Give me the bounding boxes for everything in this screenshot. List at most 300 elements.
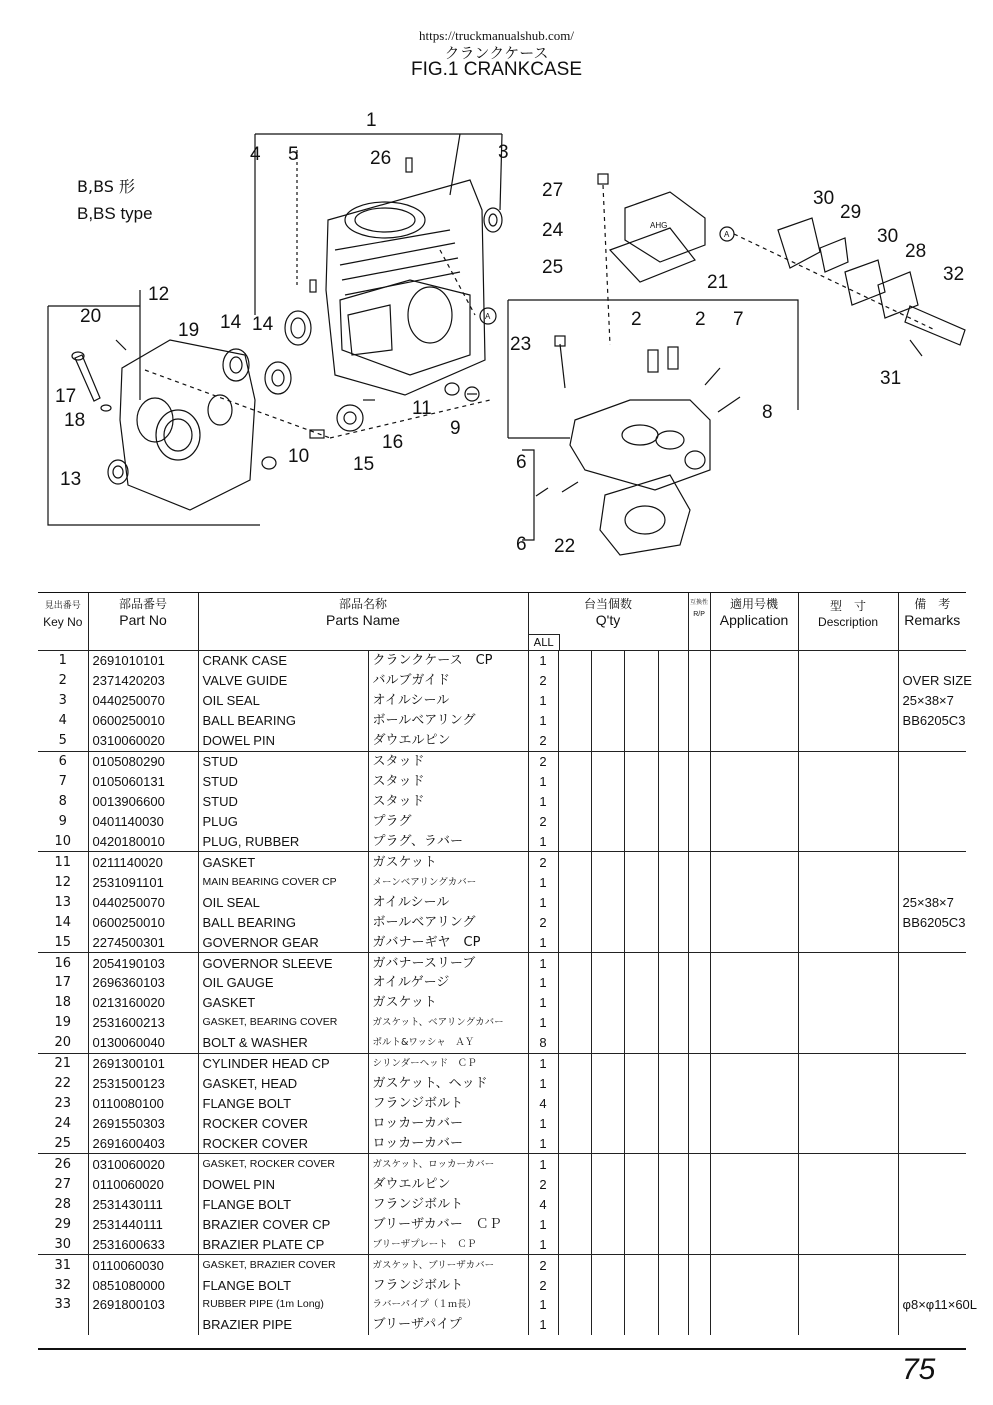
qty-cell xyxy=(591,671,624,691)
part-name-en-cell: PLUG, RUBBER xyxy=(198,831,368,851)
key-no-cell: 16 xyxy=(54,955,72,971)
part-no-cell: 2691550303 xyxy=(88,1114,198,1134)
part-name-en-cell: GASKET, BRAZIER COVER xyxy=(198,1255,368,1275)
callout-2b: 2 xyxy=(695,309,706,330)
description-cell xyxy=(798,1134,898,1154)
figure-title: FIG.1 CRANKCASE xyxy=(410,59,583,80)
callout-7: 7 xyxy=(733,309,744,330)
callout-10: 10 xyxy=(288,446,310,467)
part-name-en-cell: GASKET, ROCKER COVER xyxy=(198,1154,368,1174)
part-name-en-cell: FLANGE BOLT xyxy=(198,1094,368,1114)
page-number: 75 xyxy=(902,1353,936,1386)
description-cell xyxy=(798,1053,898,1073)
callout-19: 19 xyxy=(178,320,200,341)
table-row xyxy=(38,912,966,932)
rp-cell xyxy=(688,892,710,912)
part-no-cell: 0600250010 xyxy=(88,711,198,731)
description-cell xyxy=(798,1275,898,1295)
description-cell xyxy=(798,892,898,912)
qty-cell xyxy=(624,1053,658,1073)
table-row xyxy=(38,872,966,892)
part-name-jp-cell: ロッカーカバー xyxy=(368,1114,528,1134)
qty-cell xyxy=(624,792,658,812)
callout-30: 30 xyxy=(813,188,835,209)
qty-cell xyxy=(591,751,624,771)
header-remarks: 備 考 Remarks xyxy=(898,593,966,651)
qty-cell xyxy=(558,772,591,792)
part-name-jp-cell: バルブガイド xyxy=(368,671,528,691)
part-name-en-cell: VALVE GUIDE xyxy=(198,671,368,691)
part-name-jp-cell: ダウエルピン xyxy=(368,1174,528,1194)
part-no-cell: 2274500301 xyxy=(88,932,198,952)
qty-cell xyxy=(658,872,688,892)
qty-cell xyxy=(658,1053,688,1073)
qty-cell xyxy=(658,671,688,691)
description-cell xyxy=(798,1315,898,1335)
callout-6b: 6 xyxy=(516,534,527,555)
part-no-cell: 0110080100 xyxy=(88,1094,198,1114)
application-cell xyxy=(710,751,798,771)
rp-cell xyxy=(688,792,710,812)
application-cell xyxy=(710,1033,798,1053)
key-no-cell: 33 xyxy=(54,1297,72,1313)
qty-cell xyxy=(591,1114,624,1134)
rp-cell xyxy=(688,1275,710,1295)
exploded-parts-diagram xyxy=(30,100,980,570)
part-name-jp-cell: スタッド xyxy=(368,751,528,771)
part-name-jp-cell: スタッド xyxy=(368,772,528,792)
remarks-cell xyxy=(898,792,966,812)
part-name-en-cell: DOWEL PIN xyxy=(198,731,368,751)
rp-cell xyxy=(688,973,710,993)
remarks-cell xyxy=(898,1194,966,1214)
rp-cell xyxy=(688,1033,710,1053)
qty-cell xyxy=(658,651,688,671)
key-no-cell: 13 xyxy=(54,894,72,910)
engine-type-japanese: B,BS 形 xyxy=(77,177,136,196)
callout-24: 24 xyxy=(542,220,564,241)
rp-cell xyxy=(688,1315,710,1335)
description-cell xyxy=(798,1074,898,1094)
qty-all-cell: 2 xyxy=(528,1275,558,1295)
callout-25: 25 xyxy=(542,257,564,278)
header-quantity: 台当個数 Q'ty ALL xyxy=(528,593,688,651)
qty-cell xyxy=(558,1214,591,1234)
application-cell xyxy=(710,1315,798,1335)
qty-cell xyxy=(591,953,624,973)
part-name-jp-cell: ガバナーギヤ CP xyxy=(368,932,528,952)
rp-cell xyxy=(688,953,710,973)
qty-cell xyxy=(591,1134,624,1154)
callout-9: 9 xyxy=(450,418,461,439)
qty-cell xyxy=(658,831,688,851)
qty-cell xyxy=(591,1013,624,1033)
part-name-en-cell: BALL BEARING xyxy=(198,711,368,731)
qty-cell xyxy=(658,1134,688,1154)
qty-cell xyxy=(658,1275,688,1295)
description-cell xyxy=(798,831,898,851)
rp-cell xyxy=(688,711,710,731)
qty-cell xyxy=(658,1074,688,1094)
qty-cell xyxy=(558,671,591,691)
qty-all-cell: 1 xyxy=(528,1234,558,1254)
description-cell xyxy=(798,1214,898,1234)
qty-cell xyxy=(624,1033,658,1053)
part-name-jp-cell: ボールベアリング xyxy=(368,711,528,731)
application-cell xyxy=(710,691,798,711)
part-name-jp-cell: ブリーザパイプ xyxy=(368,1315,528,1335)
qty-cell xyxy=(591,1315,624,1335)
part-no-cell: 0130060040 xyxy=(88,1033,198,1053)
qty-cell xyxy=(624,1114,658,1134)
part-no-cell: 2371420203 xyxy=(88,671,198,691)
table-row xyxy=(38,892,966,912)
rp-cell xyxy=(688,1234,710,1254)
part-no-cell: 0310060020 xyxy=(88,731,198,751)
description-cell xyxy=(798,1114,898,1134)
qty-cell xyxy=(624,831,658,851)
remarks-cell xyxy=(898,1114,966,1134)
rp-cell xyxy=(688,852,710,872)
part-name-en-cell: RUBBER PIPE (1m Long) xyxy=(198,1295,368,1315)
qty-cell xyxy=(591,772,624,792)
engine-type: B,BS type xyxy=(77,204,153,223)
qty-cell xyxy=(624,1255,658,1275)
qty-cell xyxy=(624,1154,658,1174)
qty-cell xyxy=(591,993,624,1013)
callout-20: 20 xyxy=(80,306,102,327)
key-no-cell: 20 xyxy=(38,1033,88,1053)
table-row xyxy=(38,1114,966,1134)
qty-cell xyxy=(658,1315,688,1335)
part-name-en-cell: ROCKER COVER xyxy=(198,1114,368,1134)
qty-cell xyxy=(591,1053,624,1073)
callout-2: 2 xyxy=(631,309,642,330)
part-name-jp-cell: ガスケット xyxy=(368,852,528,872)
qty-cell xyxy=(658,1194,688,1214)
application-cell xyxy=(710,912,798,932)
key-no-cell: 7 xyxy=(58,774,67,790)
key-no-cell: 2 xyxy=(58,673,67,689)
qty-cell xyxy=(558,751,591,771)
table-row xyxy=(38,751,966,771)
part-no-cell: 0213160020 xyxy=(88,993,198,1013)
remarks-cell xyxy=(898,1134,966,1154)
part-no-cell xyxy=(88,1315,198,1335)
qty-cell xyxy=(558,1094,591,1114)
key-no-cell: 5 xyxy=(38,731,88,751)
qty-cell xyxy=(591,1214,624,1234)
description-cell xyxy=(798,973,898,993)
qty-all-cell: 1 xyxy=(528,953,558,973)
qty-cell xyxy=(591,831,624,851)
remarks-cell xyxy=(898,1013,966,1033)
callout-15: 15 xyxy=(353,454,375,475)
qty-cell xyxy=(624,993,658,1013)
part-name-jp-cell: ガスケット、ロッカーカバー xyxy=(368,1154,528,1174)
table-row xyxy=(38,1295,966,1315)
part-name-en-cell: OIL SEAL xyxy=(198,892,368,912)
remarks-cell xyxy=(898,1074,966,1094)
qty-cell xyxy=(558,691,591,711)
key-no-cell: 15 xyxy=(38,932,88,952)
part-name-en-cell: GASKET, BEARING COVER xyxy=(198,1013,368,1033)
key-no-cell: 8 xyxy=(58,794,67,810)
key-no-cell: 17 xyxy=(54,975,72,991)
part-no-cell: 2691600403 xyxy=(88,1134,198,1154)
application-cell xyxy=(710,1255,798,1275)
part-name-jp-cell: ガスケット、ヘッド xyxy=(368,1074,528,1094)
part-no-cell: 0105080290 xyxy=(88,751,198,771)
rp-cell xyxy=(688,731,710,751)
qty-all-cell: 1 xyxy=(528,993,558,1013)
callout-6: 6 xyxy=(516,452,527,473)
rp-cell xyxy=(688,1134,710,1154)
table-row xyxy=(38,1134,966,1154)
remarks-cell: BB6205C3 xyxy=(898,912,966,932)
description-cell xyxy=(798,671,898,691)
qty-cell xyxy=(591,932,624,952)
key-no-cell xyxy=(38,1315,88,1335)
remarks-cell: 25×38×7 xyxy=(898,892,966,912)
application-cell xyxy=(710,651,798,671)
key-no-cell: 18 xyxy=(54,995,72,1011)
description-cell xyxy=(798,912,898,932)
part-name-en-cell: GOVERNOR SLEEVE xyxy=(198,953,368,973)
table-row xyxy=(38,1255,966,1275)
application-cell xyxy=(710,711,798,731)
part-name-jp-cell: ガスケット xyxy=(368,993,528,1013)
application-cell xyxy=(710,1114,798,1134)
diagram-callouts xyxy=(55,110,964,557)
qty-cell xyxy=(624,1234,658,1254)
application-cell xyxy=(710,1074,798,1094)
qty-cell xyxy=(591,973,624,993)
qty-all-cell: 1 xyxy=(528,1214,558,1234)
remarks-cell xyxy=(898,973,966,993)
qty-cell xyxy=(591,1255,624,1275)
qty-cell xyxy=(658,812,688,832)
description-cell xyxy=(798,711,898,731)
key-no-cell: 23 xyxy=(54,1096,72,1112)
circle-ref-a: A xyxy=(485,312,491,321)
part-name-en-cell: PLUG xyxy=(198,812,368,832)
part-name-en-cell: CRANK CASE xyxy=(198,651,368,671)
qty-cell xyxy=(558,1114,591,1134)
part-name-en-cell: OIL SEAL xyxy=(198,691,368,711)
part-name-en-cell: BALL BEARING xyxy=(198,912,368,932)
part-no-cell: 2531440111 xyxy=(88,1214,198,1234)
qty-cell xyxy=(558,852,591,872)
qty-cell xyxy=(658,1013,688,1033)
qty-all-cell: 2 xyxy=(528,852,558,872)
table-row xyxy=(38,1315,966,1335)
qty-all-cell: 1 xyxy=(528,1013,558,1033)
qty-cell xyxy=(624,1013,658,1033)
remarks-cell: φ8×φ11×60L xyxy=(898,1295,966,1315)
remarks-cell xyxy=(898,1033,966,1053)
qty-cell xyxy=(658,731,688,751)
remarks-cell xyxy=(898,1214,966,1234)
qty-all-cell: 1 xyxy=(528,1295,558,1315)
qty-cell xyxy=(558,1013,591,1033)
qty-cell xyxy=(558,1033,591,1053)
callout-13: 13 xyxy=(60,469,82,490)
part-name-jp-cell: プラグ、ラバー xyxy=(368,831,528,851)
rp-cell xyxy=(688,1074,710,1094)
remarks-cell xyxy=(898,1315,966,1335)
table-row xyxy=(38,1074,966,1094)
qty-cell xyxy=(591,1275,624,1295)
parts-list-table xyxy=(38,592,978,1335)
part-name-jp-cell: フランジボルト xyxy=(368,1094,528,1114)
qty-all-cell: 1 xyxy=(528,1315,558,1335)
qty-cell xyxy=(558,792,591,812)
qty-cell xyxy=(624,1134,658,1154)
qty-all-cell: 2 xyxy=(528,912,558,932)
application-cell xyxy=(710,872,798,892)
remarks-cell xyxy=(898,812,966,832)
rp-cell xyxy=(688,1194,710,1214)
qty-cell xyxy=(558,912,591,932)
header-part-no: 部品番号 Part No xyxy=(88,593,198,651)
qty-cell xyxy=(624,912,658,932)
qty-all-cell: 1 xyxy=(528,1114,558,1134)
table-row xyxy=(38,1154,966,1174)
qty-cell xyxy=(591,1295,624,1315)
qty-all-cell: 1 xyxy=(528,831,558,851)
part-name-en-cell: FLANGE BOLT xyxy=(198,1275,368,1295)
qty-cell xyxy=(658,892,688,912)
qty-cell xyxy=(558,731,591,751)
part-name-en-cell: STUD xyxy=(198,772,368,792)
rp-cell xyxy=(688,812,710,832)
qty-cell xyxy=(558,1275,591,1295)
key-no-cell: 29 xyxy=(54,1216,72,1232)
qty-cell xyxy=(558,1194,591,1214)
table-row xyxy=(38,691,966,711)
part-no-cell: 2691300101 xyxy=(88,1053,198,1073)
qty-all-cell: 1 xyxy=(528,711,558,731)
callout-32: 32 xyxy=(943,264,965,285)
callout-22: 22 xyxy=(554,536,576,557)
description-cell xyxy=(798,1234,898,1254)
part-name-jp-cell: オイルゲージ xyxy=(368,973,528,993)
remarks-cell xyxy=(898,651,966,671)
description-cell xyxy=(798,1295,898,1315)
key-no-cell: 27 xyxy=(54,1176,72,1192)
qty-cell xyxy=(591,892,624,912)
application-cell xyxy=(710,772,798,792)
qty-cell xyxy=(558,711,591,731)
description-cell xyxy=(798,1094,898,1114)
part-name-en-cell: CYLINDER HEAD CP xyxy=(198,1053,368,1073)
part-name-jp-cell: プラグ xyxy=(368,812,528,832)
key-no-cell: 26 xyxy=(54,1156,72,1172)
qty-cell xyxy=(624,1174,658,1194)
key-no-cell: 21 xyxy=(54,1056,72,1072)
qty-all-cell: 1 xyxy=(528,892,558,912)
qty-cell xyxy=(558,973,591,993)
table-row xyxy=(38,973,966,993)
key-no-cell: 6 xyxy=(58,754,67,770)
qty-cell xyxy=(558,993,591,1013)
bottom-rule xyxy=(38,1348,966,1350)
callout-12: 12 xyxy=(148,284,170,305)
qty-all-cell: 4 xyxy=(528,1094,558,1114)
part-no-cell: 2531500123 xyxy=(88,1074,198,1094)
callout-3: 3 xyxy=(498,142,509,163)
application-cell xyxy=(710,1094,798,1114)
application-cell xyxy=(710,1214,798,1234)
key-no-cell: 32 xyxy=(54,1277,72,1293)
qty-cell xyxy=(558,812,591,832)
application-cell xyxy=(710,812,798,832)
table-row xyxy=(38,1094,966,1114)
part-name-en-cell: OIL GAUGE xyxy=(198,973,368,993)
remarks-cell xyxy=(898,772,966,792)
qty-cell xyxy=(624,1275,658,1295)
part-no-cell: 0440250070 xyxy=(88,691,198,711)
part-name-en-cell: FLANGE BOLT xyxy=(198,1194,368,1214)
header-parts-name: 部品名称 Parts Name xyxy=(198,593,528,651)
part-no-cell: 0401140030 xyxy=(88,812,198,832)
part-name-jp-cell: スタッド xyxy=(368,792,528,812)
source-url[interactable]: https://truckmanualshub.com/ xyxy=(419,28,574,43)
qty-cell xyxy=(558,1255,591,1275)
qty-cell xyxy=(624,852,658,872)
remarks-cell xyxy=(898,872,966,892)
qty-all-cell: 2 xyxy=(528,812,558,832)
qty-cell xyxy=(624,892,658,912)
qty-cell xyxy=(591,1194,624,1214)
qty-cell xyxy=(658,1154,688,1174)
table-row xyxy=(38,671,966,691)
qty-cell xyxy=(591,1154,624,1174)
qty-all-cell: 2 xyxy=(528,671,558,691)
qty-cell xyxy=(591,792,624,812)
key-no-cell: 4 xyxy=(58,713,67,729)
application-cell xyxy=(710,1194,798,1214)
qty-cell xyxy=(658,953,688,973)
application-cell xyxy=(710,1174,798,1194)
qty-cell xyxy=(591,812,624,832)
description-cell xyxy=(798,953,898,973)
qty-all-cell: 1 xyxy=(528,792,558,812)
callout-18: 18 xyxy=(64,410,86,431)
qty-cell xyxy=(624,1094,658,1114)
key-no-cell: 3 xyxy=(58,693,67,709)
callout-14b: 14 xyxy=(252,314,274,335)
part-no-cell: 2691010101 xyxy=(88,651,198,671)
qty-all-cell: 8 xyxy=(528,1033,558,1053)
part-name-en-cell: DOWEL PIN xyxy=(198,1174,368,1194)
callout-14: 14 xyxy=(220,312,242,333)
part-name-jp-cell: ロッカーカバー xyxy=(368,1134,528,1154)
table-row xyxy=(38,731,966,751)
part-name-jp-cell: ガバナースリーブ xyxy=(368,953,528,973)
part-name-jp-cell: ラバーパイプ（１ｍ長） xyxy=(368,1295,528,1315)
table-row xyxy=(38,1194,966,1214)
qty-cell xyxy=(658,1114,688,1134)
application-cell xyxy=(710,1295,798,1315)
part-no-cell: 0310060020 xyxy=(88,1154,198,1174)
key-no-cell: 14 xyxy=(54,914,72,930)
application-cell xyxy=(710,953,798,973)
qty-cell xyxy=(558,1154,591,1174)
rp-cell xyxy=(688,872,710,892)
rp-cell xyxy=(688,1154,710,1174)
